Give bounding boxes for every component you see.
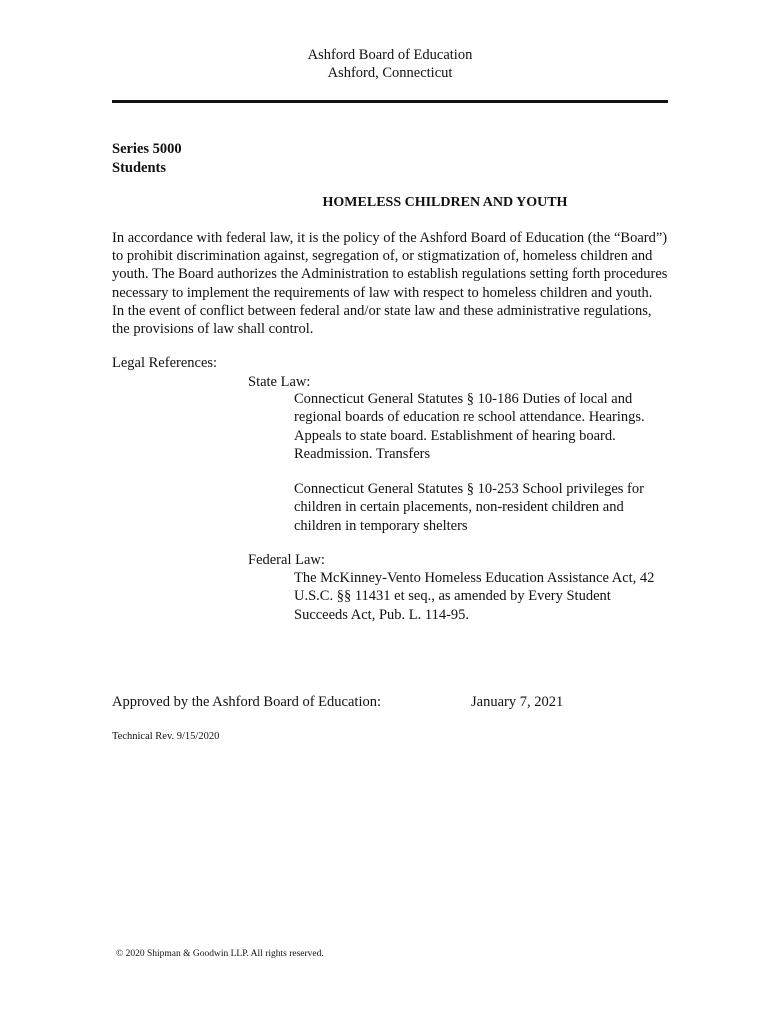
legal-references-heading: Legal References: — [112, 355, 218, 371]
technical-revision: Technical Rev. 9/15/2020 — [112, 731, 220, 742]
approval-date: January 7, 2021 — [471, 694, 564, 710]
policy-title: HOMELESS CHILDREN AND YOUTH — [322, 195, 568, 210]
series-name: Students — [112, 160, 166, 176]
header-location: Ashford, Connecticut — [327, 65, 453, 81]
approval-label: Approved by the Ashford Board of Education: — [112, 694, 382, 710]
header-divider — [112, 100, 668, 103]
series-number: Series 5000 — [112, 141, 182, 157]
series-block — [112, 140, 182, 178]
state-law-heading: State Law: — [248, 374, 311, 390]
federal-law-heading: Federal Law: — [248, 552, 325, 568]
policy-paragraph: In accordance with federal law, it is the policy of the Ashford Board of Education (the “Board”) to prohibit discrimination against, segregation of, or stigmatization of, homeless children and youth. The Board authorizes the Administration to establish regulations setting forth procedures necessary to implement the requirements of law with respect to homeless children and youth. In the event of conflict between federal and/or state law and these administrative regulations, the provisions of law shall control. — [112, 230, 668, 338]
state-law-statute: Connecticut General Statutes § 10-186 Duties of local and regional boards of education re school attendance. Hearings. Appeals to state board. Establishment of hearing board. Readmission. Transfers — [294, 391, 645, 462]
federal-law-statute: The McKinney-Vento Homeless Education Assistance Act, 42 U.S.C. §§ 11431 et seq., as amended by Every Student Succeeds Act, Pub. L. 114-95. — [294, 570, 655, 623]
document-header — [0, 46, 770, 82]
header-organization: Ashford Board of Education — [307, 47, 473, 63]
copyright-notice: © 2020 Shipman & Goodwin LLP. All rights reserved. — [116, 949, 324, 959]
state-law-statute: Connecticut General Statutes § 10-253 School privileges for children in certain placements, non-resident children and children in temporary shelters — [294, 481, 644, 534]
